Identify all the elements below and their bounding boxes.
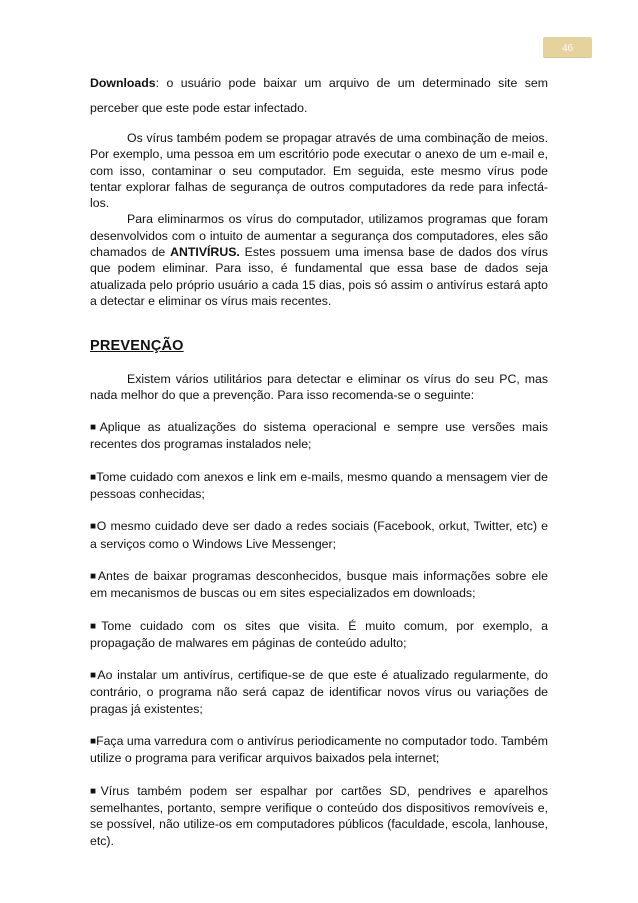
prevention-list	[90, 419, 548, 849]
list-item-text: Tome cuidado com anexos e link em e-mails, mesmo quando a mensagem vier de pessoas conhecidas;	[90, 469, 548, 502]
list-item-text: Ao instalar um antivírus, certifique-se de que este é atualizado regularmente, do contrário, o programa não será capaz de identificar novos vírus ou variações de pragas já existentes;	[90, 668, 548, 716]
list-item	[90, 618, 548, 652]
antivirus-text-after: Estes possuem uma imensa base de dados dos vírus que podem eliminar. Para isso, é fundamental que essa base de dados seja atualizada pelo próprio usuário a cada 15 dias, pois só assim o antivírus estará apto a detectar e eliminar os vírus mais recentes.	[90, 245, 548, 308]
bullet-square-icon: ■	[90, 785, 101, 797]
list-item	[90, 469, 548, 503]
list-item-text: Vírus também podem ser espalhar por cartões SD, pendrives e aparelhos semelhantes, portanto, sempre verifique o conteúdo dos dispositivos removíveis e, se possível, não utilize-os em computadores públicos (faculdade, escola, lanhouse, etc).	[90, 783, 548, 848]
list-item-text: O mesmo cuidado deve ser dado a redes sociais (Facebook, orkut, Twitter, etc) e a serviços como o Windows Live Messenger;	[90, 519, 548, 551]
list-item-text: Faça uma varredura com o antivírus periodicamente no computador todo. Também utilize o programa para verificar arquivos baixados pela internet;	[90, 734, 548, 766]
list-item	[90, 419, 548, 453]
antivirus-term: ANTIVÍRUS.	[170, 245, 240, 260]
list-item-text: Antes de baixar programas desconhecidos, busque mais informações sobre ele em mecanismos de buscas ou em sites especializados em downloads;	[90, 568, 548, 601]
list-item	[90, 733, 548, 767]
bullet-square-icon: ■	[90, 471, 97, 483]
prevention-intro: Existem vários utilitários para detectar e eliminar os vírus do seu PC, mas nada melhor do que a prevenção. Para isso recomenda-se o seguinte:	[90, 371, 548, 402]
antivirus-paragraph	[90, 211, 548, 309]
downloads-text: : o usuário pode baixar um arquivo de um determinado site sem perceber que este pode estar infectado.	[90, 76, 548, 115]
page-number: 46	[543, 37, 592, 58]
bullet-square-icon: ■	[90, 620, 102, 632]
downloads-label: Downloads	[90, 76, 156, 90]
section-heading: PREVENÇÃO	[90, 338, 184, 355]
bullet-square-icon: ■	[90, 670, 98, 682]
bullet-square-icon: ■	[90, 422, 100, 434]
propagation-paragraph: Os vírus também podem se propagar através de uma combinação de meios. Por exemplo, uma pessoa em um escritório pode executar o anexo de um e-mail e, com isso, contaminar o seu computador. Em seguida, este mesmo vírus pode tentar explorar falhas de segurança de outros computadores da rede para infectá-los.	[90, 131, 548, 211]
list-item	[90, 568, 548, 602]
bullet-square-icon: ■	[90, 521, 97, 533]
downloads-paragraph	[90, 71, 548, 121]
bullet-square-icon: ■	[90, 570, 98, 582]
list-item-text: Tome cuidado com os sites que visita. É muito comum, por exemplo, a propagação de malwares em páginas de conteúdo adulto;	[90, 618, 548, 650]
list-item	[90, 667, 548, 717]
bullet-square-icon: ■	[90, 736, 97, 748]
list-item	[90, 783, 548, 849]
document-body	[90, 71, 548, 865]
list-item-text: Aplique as atualizações do sistema operacional e sempre use versões mais recentes dos programas instalados nele;	[90, 420, 548, 452]
antivirus-text-before: Para eliminarmos os vírus do computador, utilizamos programas que foram desenvolvidos com o intuito de aumentar a segurança dos computadores, eles são chamados de	[90, 212, 548, 260]
list-item	[90, 518, 548, 552]
